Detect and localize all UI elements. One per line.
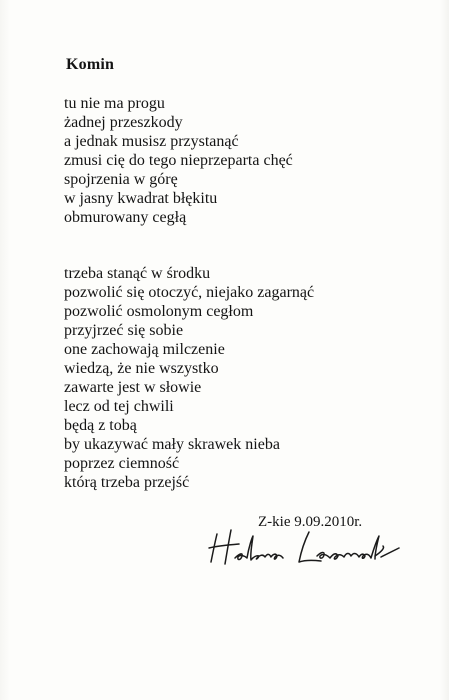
poem-line: wiedzą, że nie wszystko xyxy=(64,360,219,377)
poem-line: przyjrzeć się sobie xyxy=(64,322,184,339)
date-line: Z-kie 9.09.2010r. xyxy=(258,514,363,530)
poem-line: by ukazywać mały skrawek nieba xyxy=(64,436,280,453)
stanza-1 xyxy=(64,94,293,227)
handwritten-signature xyxy=(205,524,405,568)
poem-line: żadnej przeszkody xyxy=(64,114,183,131)
poem-line: obmurowany cegłą xyxy=(64,209,187,226)
poem-line: w jasny kwadrat błękitu xyxy=(64,190,218,207)
poem-line: zmusi cię do tego nieprzeparta chęć xyxy=(64,152,293,169)
poem-line: pozwolić się otoczyć, niejako zagarnąć xyxy=(64,284,315,301)
poem-line: lecz od tej chwili xyxy=(64,398,174,415)
poem-line: a jednak musisz przystanąć xyxy=(64,133,239,150)
poem-line: pozwolić osmolonym cegłom xyxy=(64,303,254,320)
poem-line: będą z tobą xyxy=(64,417,137,434)
poem-line: tu nie ma progu xyxy=(64,95,165,112)
poem-title: Komin xyxy=(66,56,115,73)
poem-line: poprzez ciemność xyxy=(64,455,180,472)
poem-line: którą trzeba przejść xyxy=(64,474,190,491)
poem-line: spojrzenia w górę xyxy=(64,171,178,188)
poem-line: trzeba stanąć w środku xyxy=(64,265,211,282)
poem-line: zawarte jest w słowie xyxy=(64,379,202,396)
stanza-2 xyxy=(64,264,314,492)
poem-line: one zachowają milczenie xyxy=(64,341,225,358)
signature-icon xyxy=(205,524,405,568)
